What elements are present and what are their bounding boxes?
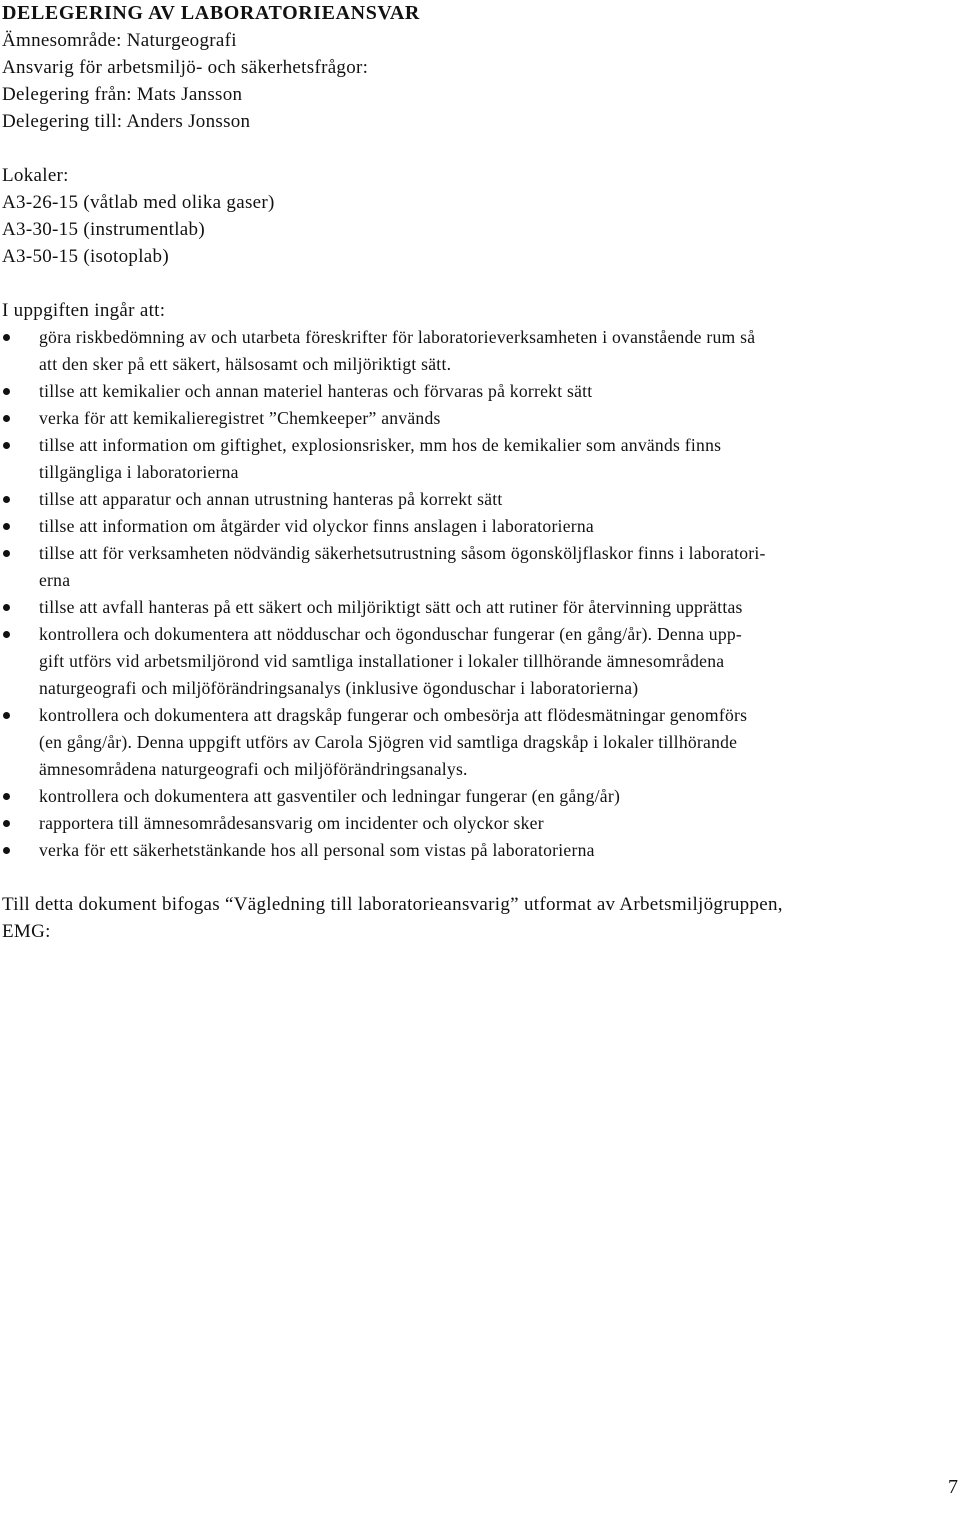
tasks-intro: I uppgiften ingår att:	[2, 300, 166, 321]
spacer	[2, 270, 942, 297]
bullet-icon	[3, 604, 10, 611]
task-item	[2, 702, 942, 783]
task-list	[2, 324, 942, 864]
task-item-text: tillse att information om åtgärder vid olyckor finns anslagen i laboratorierna	[39, 516, 594, 536]
task-item-text: tillse att information om giftighet, explosionsrisker, mm hos de kemikalier som används finns	[39, 435, 722, 455]
premises-label: Lokaler:	[2, 165, 69, 186]
footer-note	[2, 891, 942, 945]
document-title: DELEGERING AV LABORATORIEANSVAR	[2, 2, 420, 24]
responsible-line: Ansvarig för arbetsmiljö- och säkerhetsfrågor:	[2, 57, 369, 78]
footer-line: Till detta dokument bifogas “Vägledning till laboratorieansvarig” utformat av Arbetsmiljögruppen,	[2, 894, 783, 915]
bullet-icon	[3, 442, 10, 449]
task-item-text: verka för ett säkerhetstänkande hos all personal som vistas på laboratorierna	[39, 840, 595, 860]
task-item	[2, 837, 942, 864]
task-item-text: tillse att för verksamheten nödvändig säkerhetsutrustning såsom ögonsköljflaskor finns i laboratori-	[39, 543, 766, 563]
bullet-icon	[3, 631, 10, 638]
task-item	[2, 540, 942, 594]
task-item-text: naturgeografi och miljöförändringsanalys (inklusive ögonduschar i laboratorierna)	[39, 678, 639, 698]
bullet-icon	[3, 496, 10, 503]
task-item	[2, 783, 942, 810]
task-item	[2, 432, 942, 486]
page-number: 7	[948, 1476, 958, 1498]
premises-item: A3-26-15 (våtlab med olika gaser)	[2, 192, 275, 213]
delegation-from-line: Delegering från: Mats Jansson	[2, 84, 243, 105]
task-item	[2, 324, 942, 378]
spacer	[2, 135, 942, 162]
task-item-text: tillgängliga i laboratorierna	[39, 462, 239, 482]
task-item-text: tillse att avfall hanteras på ett säkert och miljöriktigt sätt och att rutiner för återvinning upprättas	[39, 597, 743, 617]
footer-line: EMG:	[2, 921, 51, 942]
task-item-text: tillse att kemikalier och annan materiel hanteras och förvaras på korrekt sätt	[39, 381, 593, 401]
task-item	[2, 486, 942, 513]
task-item-text: kontrollera och dokumentera att dragskåp fungerar och ombesörja att flödesmätningar genomförs	[39, 705, 748, 725]
document-page	[2, 0, 942, 945]
task-item	[2, 810, 942, 837]
bullet-icon	[3, 550, 10, 557]
task-item	[2, 594, 942, 621]
premises-item: A3-30-15 (instrumentlab)	[2, 219, 205, 240]
subject-line: Ämnesområde: Naturgeografi	[2, 30, 237, 51]
bullet-icon	[3, 793, 10, 800]
task-item-text: gift utförs vid arbetsmiljörond vid samtliga installationer i lokaler tillhörande ämnesområdena	[39, 651, 725, 671]
premises-item: A3-50-15 (isotoplab)	[2, 246, 169, 267]
task-item-text: att den sker på ett säkert, hälsosamt och miljöriktigt sätt.	[39, 354, 452, 374]
bullet-icon	[3, 415, 10, 422]
bullet-icon	[3, 334, 10, 341]
task-item-text: kontrollera och dokumentera att gasventiler och ledningar fungerar (en gång/år)	[39, 786, 621, 806]
bullet-icon	[3, 523, 10, 530]
task-item	[2, 378, 942, 405]
task-item	[2, 405, 942, 432]
task-item	[2, 621, 942, 702]
bullet-icon	[3, 388, 10, 395]
bullet-icon	[3, 847, 10, 854]
task-item-text: erna	[39, 570, 71, 590]
task-item-text: kontrollera och dokumentera att nödduschar och ögonduschar fungerar (en gång/år). Denna upp-	[39, 624, 743, 644]
task-item-text: ämnesområdena naturgeografi och miljöförändringsanalys.	[39, 759, 468, 779]
task-item-text: göra riskbedömning av och utarbeta föreskrifter för laboratorieverksamheten i ovanstående rum så	[39, 327, 756, 347]
bullet-icon	[3, 712, 10, 719]
task-item-text: verka för att kemikalieregistret ”Chemkeeper” används	[39, 408, 441, 428]
bullet-icon	[3, 820, 10, 827]
task-item-text: tillse att apparatur och annan utrustning hanteras på korrekt sätt	[39, 489, 503, 509]
task-item-text: rapportera till ämnesområdesansvarig om incidenter och olyckor sker	[39, 813, 544, 833]
task-item-text: (en gång/år). Denna uppgift utförs av Carola Sjögren vid samtliga dragskåp i lokaler tillhörande	[39, 732, 738, 752]
delegation-to-line: Delegering till: Anders Jonsson	[2, 111, 251, 132]
task-item	[2, 513, 942, 540]
